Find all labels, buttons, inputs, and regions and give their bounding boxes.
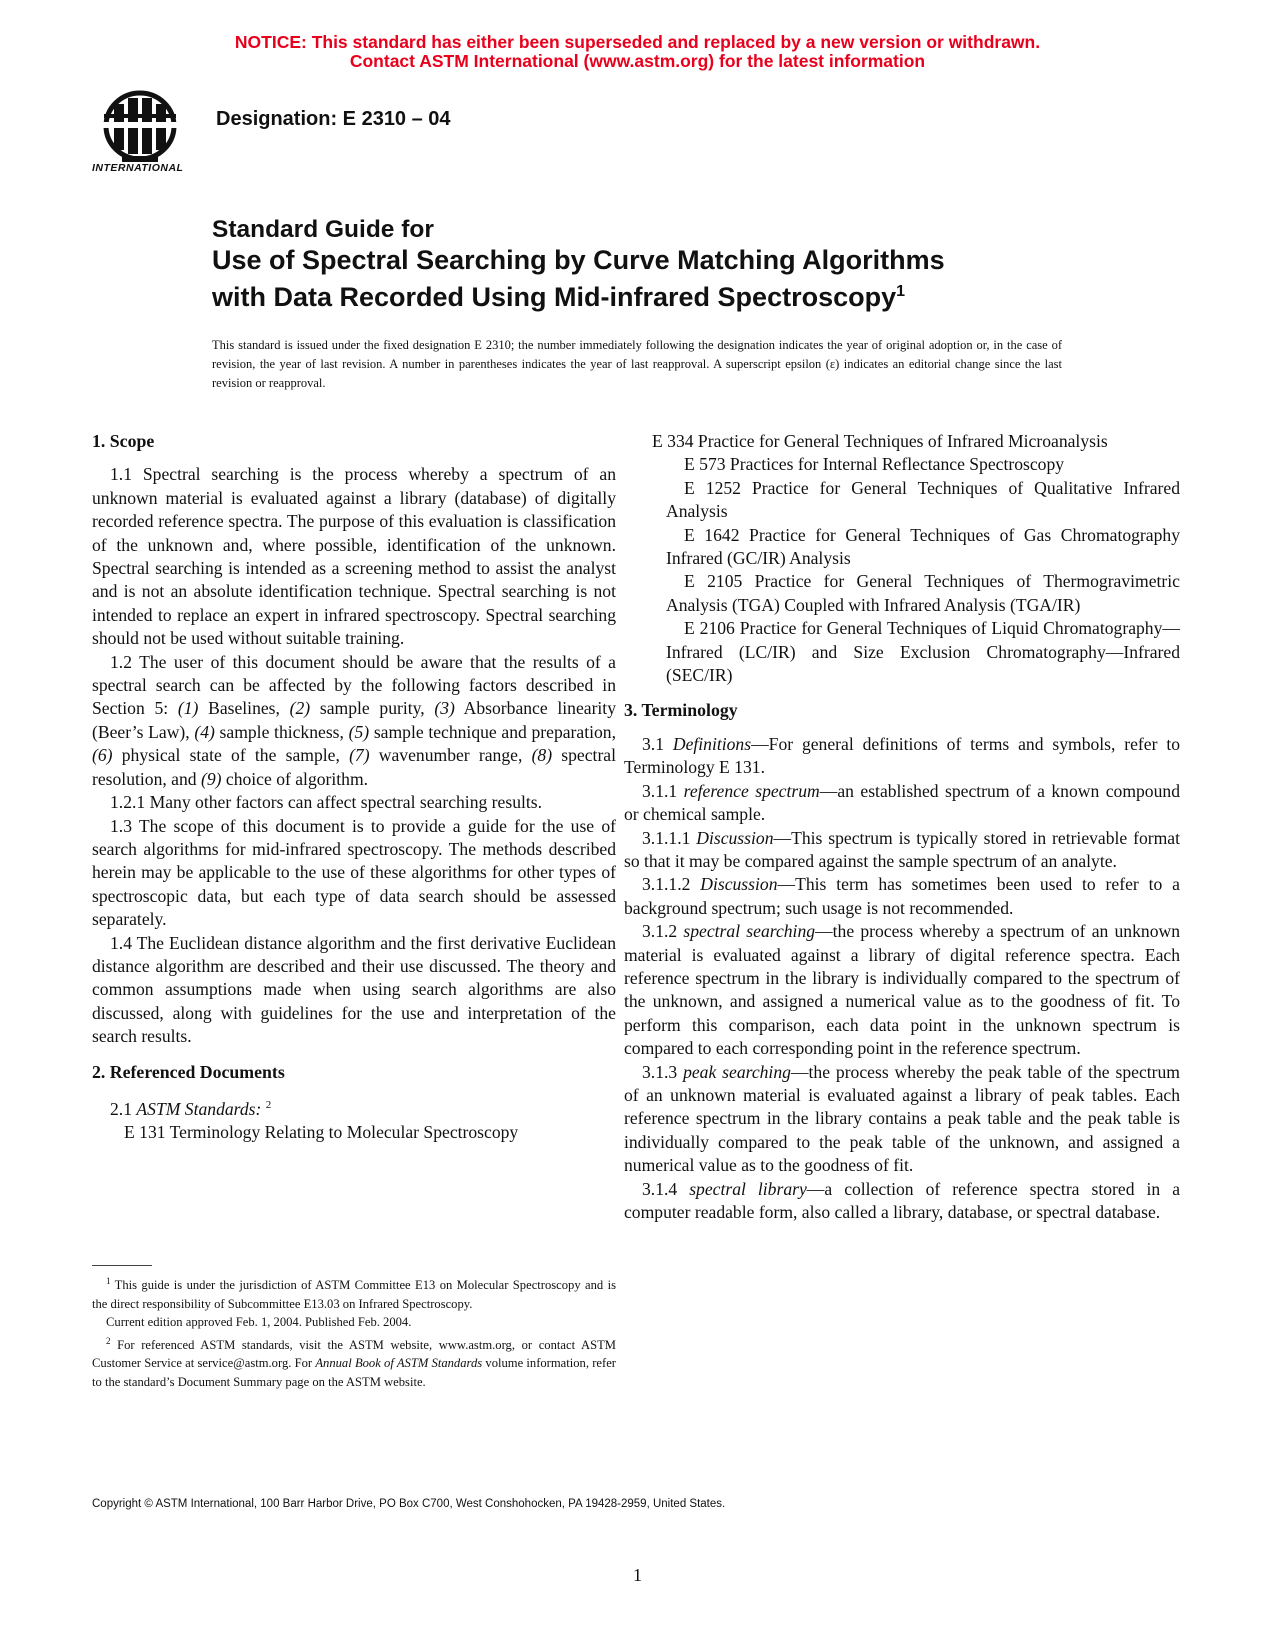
ref-e334: E 334 Practice for General Techniques of Infrared Microanalysis [652, 431, 1108, 451]
ref-e1252: E 1252 Practice for General Techniques of Qualitative Infrared Analysis [666, 477, 1180, 522]
right-column [624, 430, 1181, 1224]
paragraph-1-4: 1.4 The Euclidean distance algorithm and the first derivative Euclidean distance algorithm are described and their use discussed. The theory and common assumptions made when using search algorithms are also discussed, along with guidelines for the use and interpretation of the search results. [92, 932, 616, 1047]
paragraph-1-2-1: 1.2.1 Many other factors can affect spectral searching results. [110, 792, 543, 813]
title-line-3: with Data Recorded Using Mid-infrared Spectroscopy$^1$ [212, 282, 906, 312]
issue-note: This standard is issued under the fixed designation E 2310; the number immediately following the designation indicates the year of original adoption or, in the case of revision, the year of last revision. A number in parentheses indicates the year of last reapproval. A superscript epsilon (ε) indicates an editorial change since the last revision or reapproval. [212, 338, 1062, 390]
ref-e131: E 131 Terminology Relating to Molecular Spectroscopy [124, 1122, 519, 1143]
footnote-1: $^1$ This guide is under the jurisdiction of ASTM Committee E13 on Molecular Spectroscopy and is the direct responsibility of Subcommittee E13.03 on Infrared Spectroscopy. [92, 1276, 616, 1311]
section-heading-terminology: 3. Terminology [624, 700, 738, 721]
logo-wordmark: INTERNATIONAL [92, 162, 184, 174]
footnote-2: $^2$ For referenced ASTM standards, visit the ASTM website, www.astm.org, or contact ASTM Customer Service at service@astm.org. For Annual Book of ASTM Standards volume information, refer to the standard’s Document Summary page on the ASTM website. [92, 1335, 616, 1389]
paragraph-3-1: 3.1 Definitions—For general definitions of terms and symbols, refer to Terminology E 131. [624, 733, 1180, 778]
paragraph-1-1: 1.1 Spectral searching is the process whereby a spectrum of an unknown material is evaluated against a library (database) of digitally recorded reference spectra. The purpose of this evaluation is classification of the unknown and, where possible, identification of the unknown. Spectral searching is intended as a screening method to assist the analyst and is not an absolute identification technique. Spectral searching is not intended to replace an expert in infrared spectroscopy. Spectral searching should not be used without suitable training. [92, 464, 616, 649]
left-column [92, 430, 616, 1145]
page-number: 1 [633, 1565, 642, 1585]
footnotes [92, 1272, 616, 1391]
title-line-2: Use of Spectral Searching by Curve Matching Algorithms [212, 245, 945, 275]
ref-e573: E 573 Practices for Internal Reflectance Spectroscopy [684, 454, 1065, 475]
paragraph-3-1-1-2: 3.1.1.2 Discussion—This term has sometimes been used to refer to a background spectrum; such usage is not recommended. [624, 874, 1180, 918]
document-title [212, 215, 1112, 313]
notice-line-2: Contact ASTM International (www.astm.org) for the latest information [349, 51, 926, 71]
ref-e2106: E 2106 Practice for General Techniques of Liquid Chromatography—Infrared (LC/IR) and Size Exclusion Chromatography—Infrared (SEC/IR) [666, 618, 1180, 686]
title-footnote-mark: 1 [896, 283, 906, 300]
footnote-divider [92, 1265, 152, 1266]
section-heading-scope: 1. Scope [92, 431, 155, 451]
copyright: Copyright © ASTM International, 100 Barr Harbor Drive, PO Box C700, West Conshohocken, PA 19428-2959, United States. [92, 1498, 726, 1510]
astm-logo [92, 88, 204, 184]
paragraph-1-2: 1.2 The user of this document should be aware that the results of a spectral search can be affected by the following factors described in Section 5: (1) Baselines, (2) sample purity, (3) Absorbance linearity (Beer’s Law), (4) sample thickness, (5) sample technique and preparation, (6) physical state of the sample, (7) wavenumber range, (8) spectral resolution, and (9) choice of algorithm. [92, 651, 616, 789]
withdrawal-notice [0, 33, 1275, 71]
paragraph-2-1: 2.1 ASTM Standards: $^2$ [110, 1098, 272, 1119]
notice-line-1: NOTICE: This standard has either been superseded and replaced by a new version or withdrawn. [234, 32, 1041, 52]
designation: Designation: E 2310 – 04 [216, 108, 451, 130]
paragraph-1-3: 1.3 The scope of this document is to provide a guide for the use of search algorithms for mid-infrared spectroscopy. The methods described herein may be applicable to the use of these algorithms for other types of spectroscopic data, but each type of data search should be assessed separately. [92, 815, 616, 930]
paragraph-3-1-4: 3.1.4 spectral library—a collection of reference spectra stored in a computer readable form, also called a library, database, or spectral database. [624, 1178, 1181, 1222]
footnote-1-edition: Current edition approved Feb. 1, 2004. Published Feb. 2004. [106, 1315, 412, 1330]
paragraph-3-1-2: 3.1.2 spectral searching—the process whereby a spectrum of an unknown material is evaluated against a library of digital reference spectra. Each reference spectrum in the library is individually compared to the spectrum of the unknown, and assigned a numerical value as to the goodness of fit. To perform this comparison, each data point in the unknown spectrum is compared to each corresponding point in the reference spectrum. [624, 921, 1180, 1059]
paragraph-3-1-1: 3.1.1 reference spectrum—an established spectrum of a known compound or chemical sample. [624, 780, 1180, 825]
paragraph-3-1-3: 3.1.3 peak searching—the process whereby the peak table of the spectrum of an unknown material is evaluated against a library of peak tables. Each reference spectrum in the library contains a peak table and the peak table is individually compared to the peak table of the unknown, and assigned a numerical value as to the goodness of fit. [624, 1061, 1180, 1176]
paragraph-3-1-1-1: 3.1.1.1 Discussion—This spectrum is typically stored in retrievable format so that it may be compared against the sample spectrum of an analyte. [624, 827, 1180, 871]
title-line-1: Standard Guide for [212, 216, 434, 243]
section-heading-referenced-documents: 2. Referenced Documents [92, 1061, 285, 1082]
ref-e1642: E 1642 Practice for General Techniques of Gas Chromatography Infrared (GC/IR) Analysis [666, 524, 1180, 569]
ref-e2105: E 2105 Practice for General Techniques of Thermogravimetric Analysis (TGA) Coupled with Infrared Analysis (TGA/IR) [666, 571, 1180, 615]
